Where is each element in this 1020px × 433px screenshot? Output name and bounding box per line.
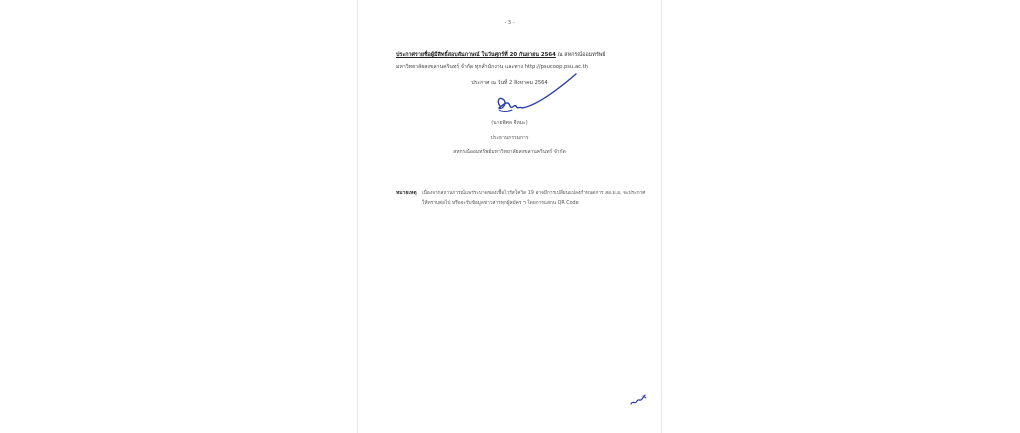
note-text [422, 189, 646, 209]
announcement-location: มหาวิทยาลัยสงขลานครินทร์ จำกัด ทุกสำนักงาน และทาง http://psucoop.psu.ac.th [396, 64, 588, 70]
announcement-title-rest: ณ สหกรณ์ออมทรัพย์ [557, 52, 606, 58]
announcement-title-bold: ประกาศรายชื่อผู้มีสิทธิ์สอบสัมภาษณ์ ในวันศุกร์ที่ 20 กันยายน 2564 [396, 52, 556, 58]
initial-mark-signature [628, 392, 648, 408]
note-label: หมายเหตุ [396, 190, 417, 196]
signer-position: ประธานกรรมการ [490, 135, 529, 141]
signer-organization: สหกรณ์ออมทรัพย์มหาวิทยาลัยสงขลานครินทร์ จำกัด [453, 149, 566, 155]
announcement-title [396, 51, 605, 59]
announcement-date: ประกาศ ณ วันที่ 2 สิงหาคม 2564 [471, 80, 548, 86]
note-line-1: เนื่องจากสถานการณ์แพร่ระบาดของเชื้อไวรัสโควิด 19 อาจมีการเปลี่ยนแปลงกำหนดการ สอ.ม.อ. จะประกาศ [422, 191, 646, 196]
page-number: - 3 - [504, 20, 515, 26]
handwritten-signature [490, 70, 580, 122]
document-page [357, 0, 662, 433]
signer-name: (นายพิศล จีหมะ) [491, 120, 528, 126]
note-line-2: ให้ทราบต่อไป หรือจะรับข้อมูลข่าวสารทุกผู้สมัคร ฯ โดยการแสกน QR Code [422, 201, 579, 206]
